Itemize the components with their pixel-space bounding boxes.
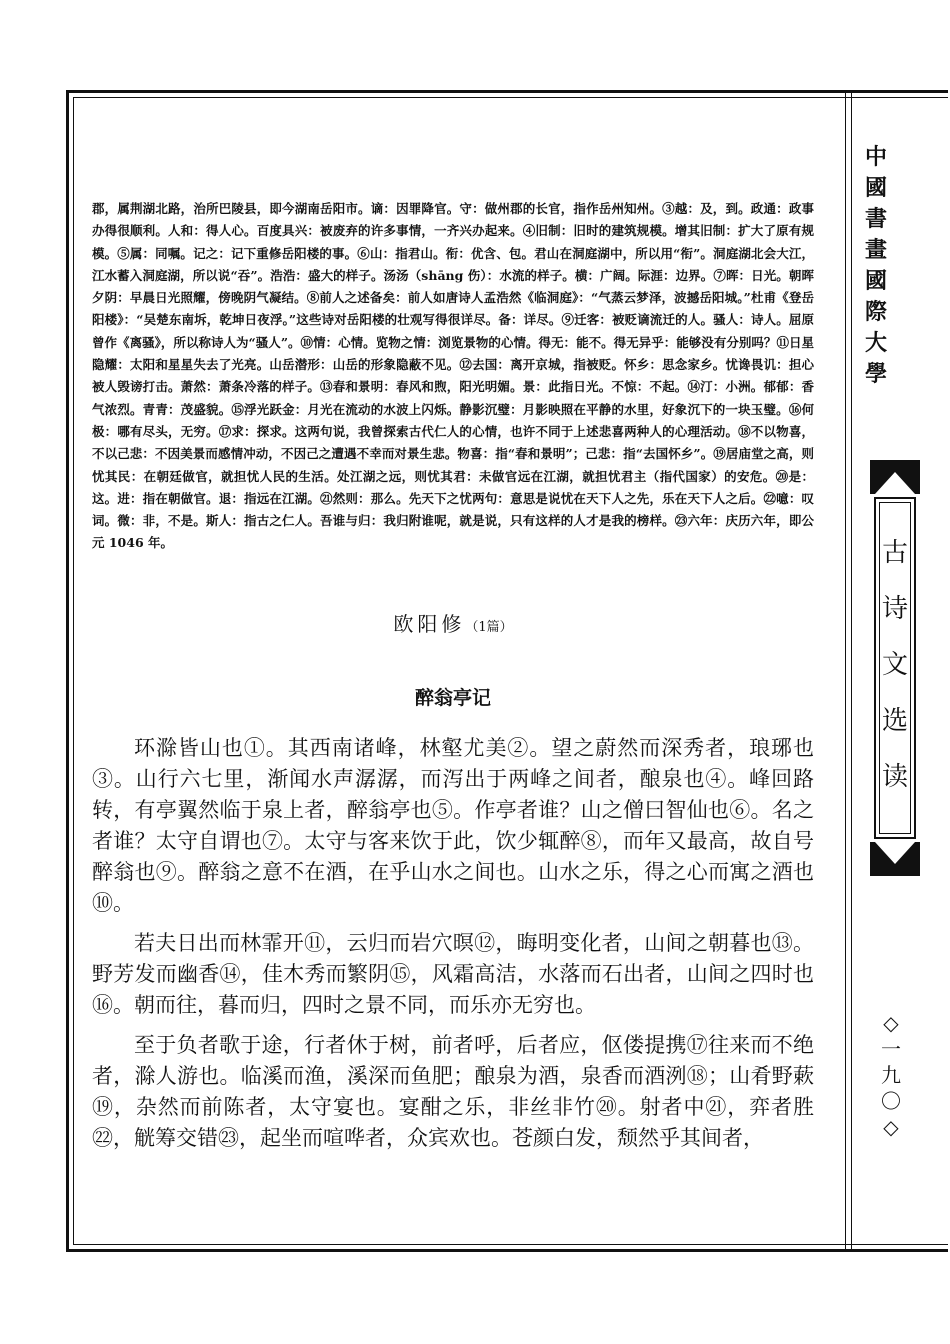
page-number: ◇ 一 九 〇 ◇: [881, 1011, 901, 1139]
piece-title: 醉翁亭记: [414, 687, 491, 709]
main-text: [92, 733, 814, 1163]
paragraph: 至于负者歌于途，行者休于树，前者呼，后者应，伛偻提携⑰往来而不绝者，滁人游也。临溪而渔，溪深而鱼肥；酿泉为酒，泉香而酒洌⑱；山肴野蔌⑲，杂然而前陈者，太守宴也。宴酣之乐，非丝非竹⑳。射者中㉑，弈者胜㉒，觥筹交错㉓，起坐而喧哗者，众宾欢也。苍颜白发，颓然乎其间者，: [92, 1033, 814, 1150]
band-ornament-bottom: [870, 842, 920, 876]
band-ornament-top: [870, 460, 920, 494]
paragraph: 若夫日出而林霏开⑪，云归而岩穴暝⑫，晦明变化者，山间之朝暮也⑬。野芳发而幽香⑭，佳木秀而繁阴⑮，风霜高洁，水落而石出者，山间之四时也⑯。朝而往，暮而归，四时之景不同，而乐亦无穷也。: [92, 931, 814, 1017]
paragraph: 环滁皆山也①。其西南诸峰，林壑尤美②。望之蔚然而深秀者，琅琊也③。山行六七里，渐闻水声潺潺，而泻出于两峰之间者，酿泉也④。峰回路转，有亭翼然临于泉上者，醉翁亭也⑤。作亭者谁？山之僧曰智仙也⑥。名之者谁？太守自谓也⑦。太守与客来饮于此，饮少辄醉⑧，而年又最高，故自号醉翁也⑨。醉翁之意不在酒，在乎山水之间也。山水之乐，得之心而寓之酒也⑩。: [92, 736, 814, 915]
footnotes: 郡，属荆湖北路，治所巴陵县，即今湖南岳阳市。谪：因罪降官。守：做州郡的长官，指作岳州知州。③越：及，到。政通：政事办得很顺利。人和：得人心。百度具兴：被废弃的许多事情，一齐兴办起来。④旧制：旧时的建筑规模。增其旧制：扩大了原有规模。⑤属：同嘱。记之：记下重修岳阳楼的事。⑥山：指君山。衔：优含、包。君山在洞庭湖中，所以用“衔”。洞庭湖北会大江，江水蓄入洞庭湖，所以说“吞”。浩浩：盛大的样子。汤汤（shāng 伤）：水流的样子。横：广阔。际涯：边界。⑦晖：日光。朝晖夕阴：早晨日光照耀，傍晚阴气凝结。⑧前人之述备矣：前人如唐诗人孟浩然《临洞庭》：“气蒸云梦泽，波撼岳阳城。”杜甫《登岳阳楼》：“吴楚东南坼，乾坤日夜浮。”这些诗对岳阳楼的壮观写得很详尽。备：详尽。⑨迁客：被贬谪流迁的人。骚人：诗人。屈原曾作《离骚》，所以称诗人为“骚人”。⑩情：心情。览物之情：浏览景物的心情。得无：能不。得无异乎：能够没有分别吗？⑪日星隐耀：太阳和星星失去了光亮。山岳潜形：山岳的形象隐蔽不见。⑫去国：离开京城，指被贬。怀乡：思念家乡。忧谗畏讥：担心被人毁谤打击。萧然：萧条冷落的样子。⑬春和景明：春风和煦，阳光明媚。景：此指日光。不惊：不起。⑭汀：小洲。郁郁：香气浓烈。青青：茂盛貌。⑮浮光跃金：月光在流动的水波上闪烁。静影沉璧：月影映照在平静的水里，好象沉下的一块玉璧。⑯何极：哪有尽头，无穷。⑰求：探求。这两句说，我曾探索古代仁人的心情，也许不同于上述悲喜两种人的心理活动。⑱不以物喜，不以己悲：不因美景而感情冲动，不因己之遭遇不幸而对景生悲。物喜：指“春和景明”；己悲：指“去国怀乡”。⑲居庙堂之高，则忧其民：在朝廷做官，就担忧人民的生活。处江湖之远，则忧其君：未做官远在江湖，就担忧君主（指代国家）的安危。⑳是：这。进：指在朝做官。退：指远在江湖。㉑然则：那么。先天下之忧两句：意思是说忧在天下人之先，乐在天下人之后。㉒噫：叹词。微：非，不是。斯人：指古之仁人。吾谁与归：我归附谁呢，就是说，只有这样的人才是我的榜样。㉓六年：庆历六年，即公元 1046 年。: [92, 201, 814, 551]
side-rule: [851, 93, 852, 1249]
side-banner: 中 國 書 畫 國 際 大 學: [864, 144, 887, 387]
side-rule: [845, 93, 846, 1249]
author-heading: [92, 608, 814, 637]
author-count: （1篇）: [465, 620, 513, 635]
author-name: 欧阳修: [393, 612, 466, 636]
book-title: 古 诗 文 选 读: [881, 538, 908, 792]
